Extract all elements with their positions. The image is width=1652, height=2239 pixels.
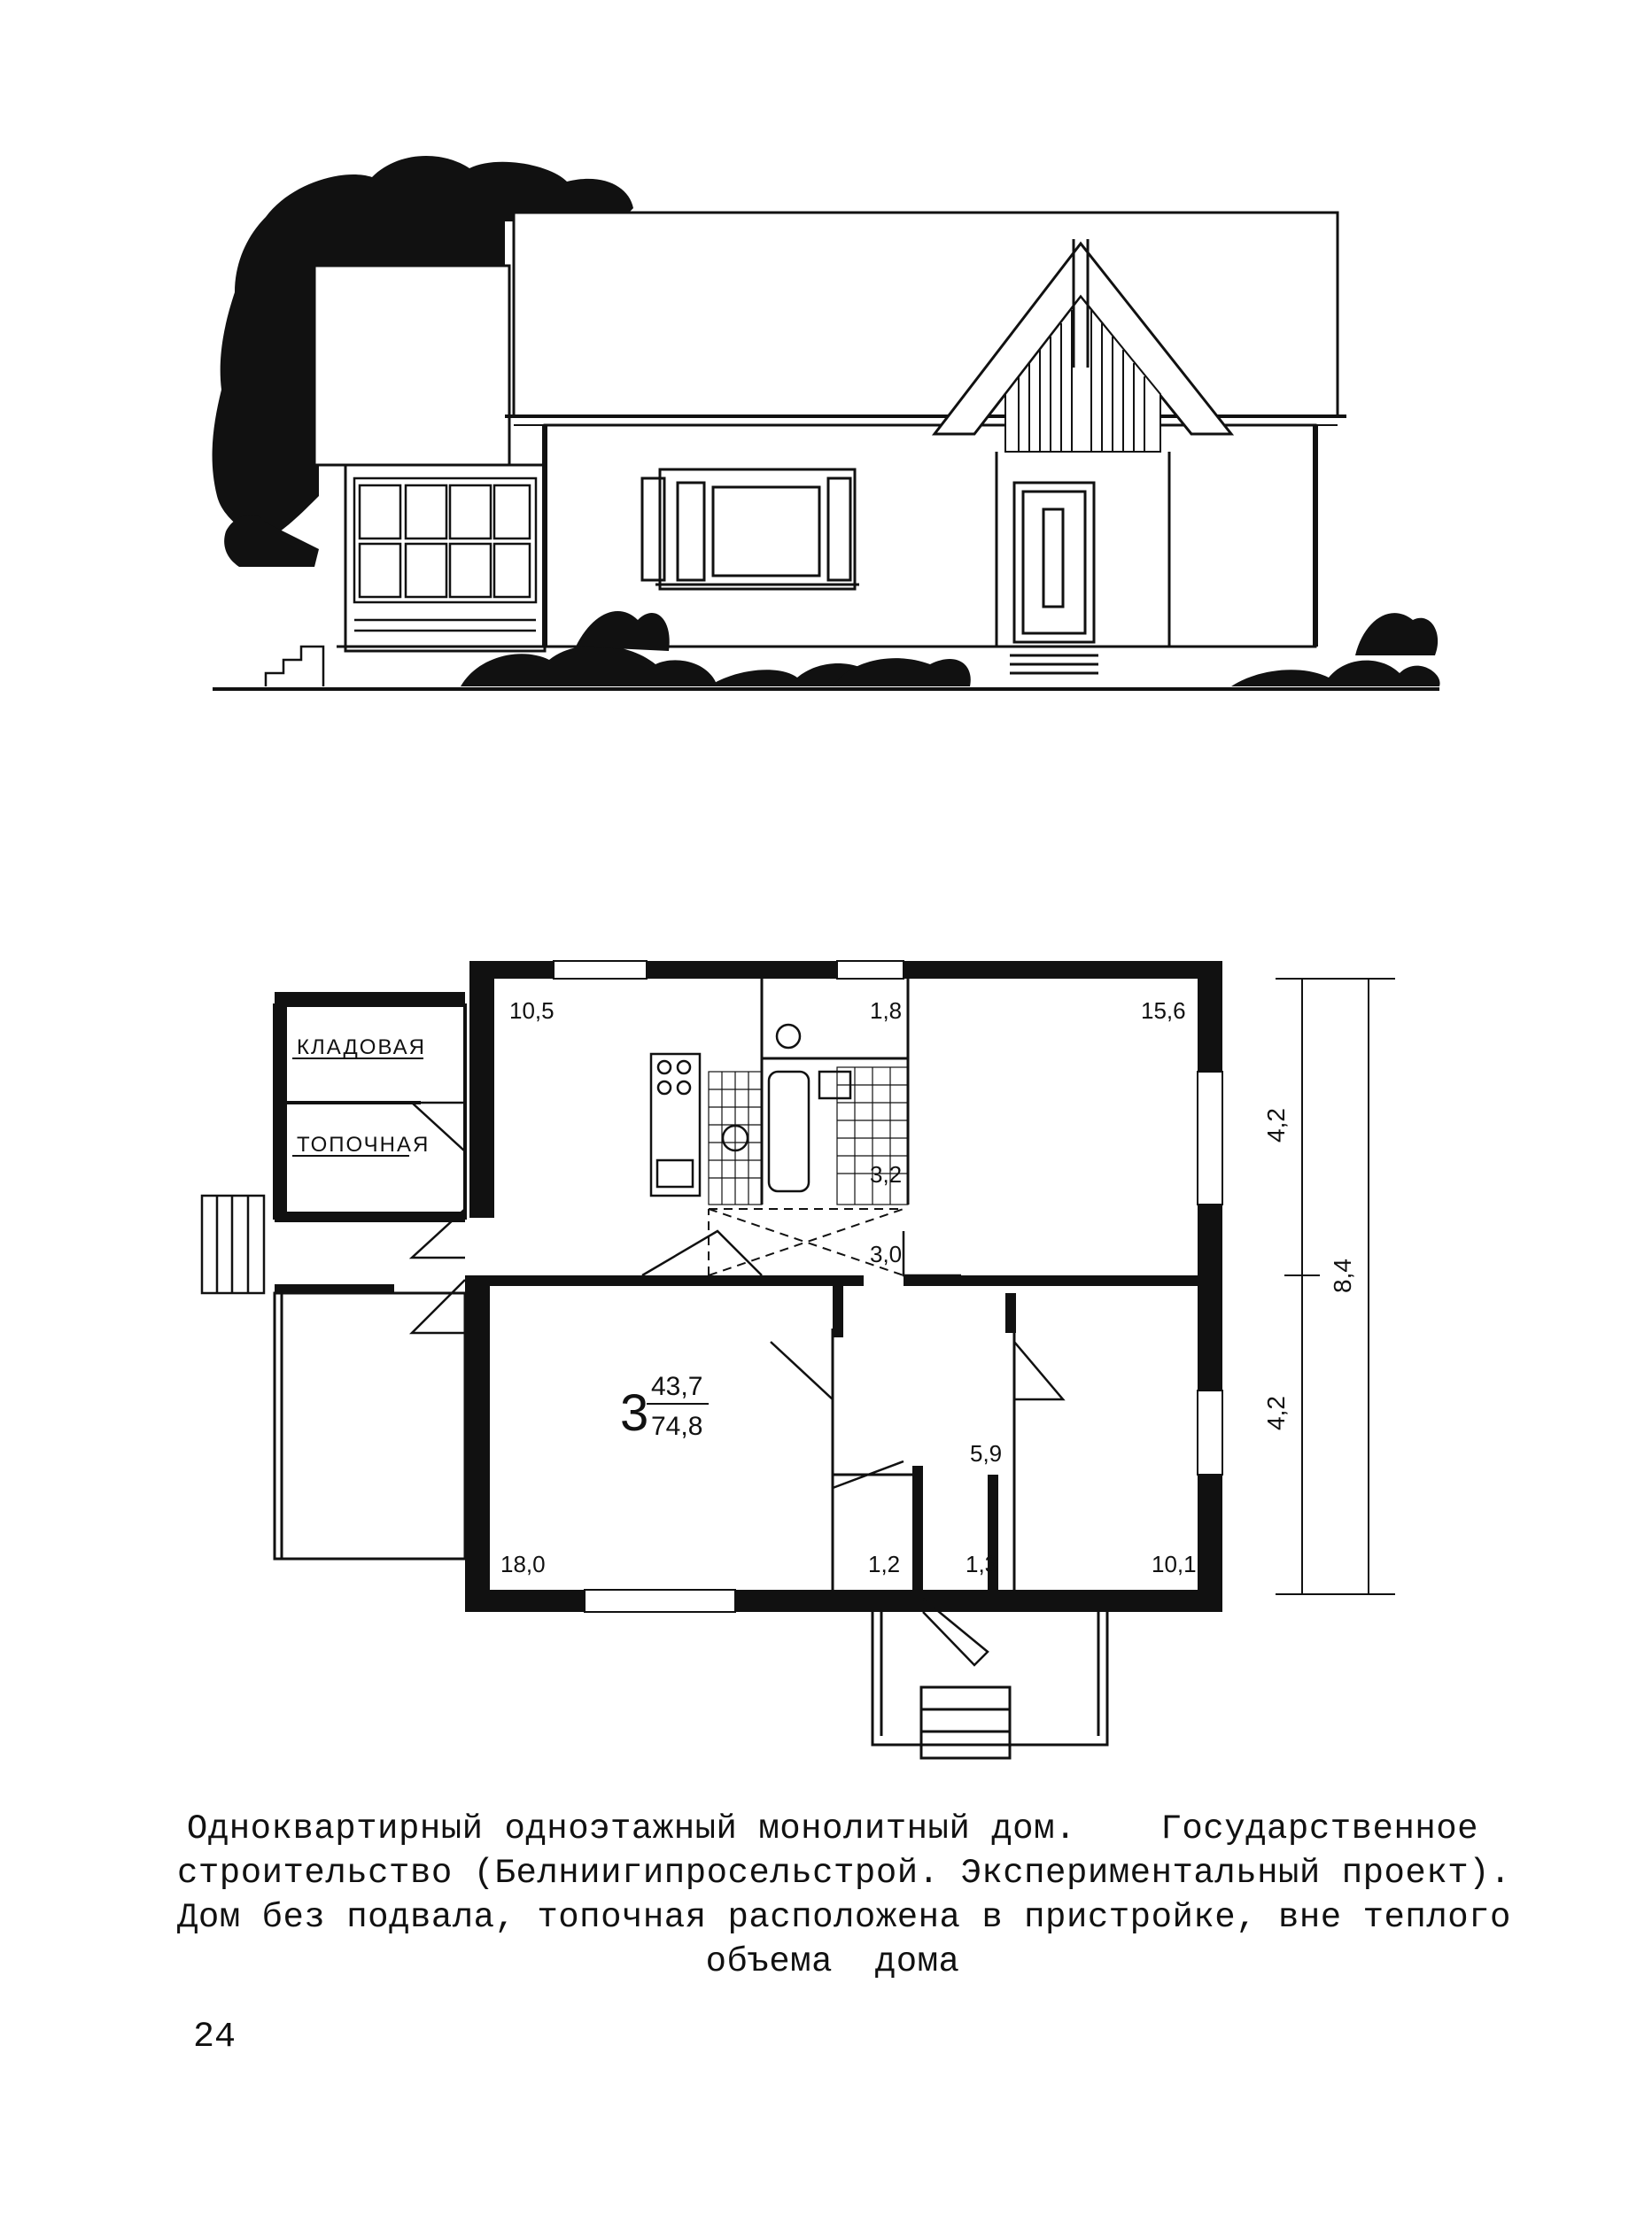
plumbing-fixtures: [723, 1025, 850, 1191]
area-bedroom-bottom-right: 10,1: [1152, 1551, 1197, 1577]
area-closet: 1,2: [868, 1551, 901, 1577]
caption-line-3: Дом без подвала, топочная расположена в пристройке, вне теплого: [177, 1898, 1511, 1937]
side-steps: [266, 647, 323, 686]
door-swings: [412, 1103, 1063, 1665]
area-vestibule: 1,3: [966, 1551, 998, 1577]
area-hall: 3,0: [870, 1241, 903, 1267]
dimension-upper: 4,2: [1262, 1108, 1290, 1143]
main-roof: [514, 213, 1338, 416]
side-entrance-steps: [202, 1196, 264, 1293]
area-kitchen: 10,5: [509, 997, 555, 1024]
room-count: 3: [620, 1384, 649, 1442]
area-bedroom-top-right: 15,6: [1141, 997, 1186, 1024]
dimension-lower: 4,2: [1262, 1396, 1290, 1430]
area-bath: 3,2: [870, 1161, 903, 1188]
boiler-room-label: ТОПОЧНАЯ: [297, 1133, 430, 1157]
house-elevation-drawing: [213, 156, 1440, 689]
veranda-wall: [345, 465, 545, 651]
page-number: 24: [193, 2018, 237, 2057]
kitchen-counter: [651, 1054, 700, 1196]
wing-roof: [314, 266, 509, 465]
caption-line-2: строительство (Белниигипросельстрой. Экспериментальный проект).: [177, 1854, 1511, 1893]
living-area: 43,7: [651, 1372, 703, 1401]
area-wc: 1,8: [870, 997, 903, 1024]
floor-plan-drawing: [202, 961, 1395, 1758]
dimension-total: 8,4: [1329, 1259, 1356, 1293]
area-corridor: 5,9: [970, 1440, 1003, 1467]
area-living-room: 18,0: [500, 1551, 546, 1577]
storage-label: КЛАДОВАЯ: [297, 1035, 427, 1059]
plan-labels: [292, 997, 1356, 1577]
caption-line-4: объема дома: [705, 1942, 960, 1981]
total-area: 74,8: [651, 1412, 703, 1441]
caption-line-1: Одноквартирный одноэтажный монолитный дом. Государственное: [186, 1809, 1479, 1848]
figure-caption: [177, 1807, 1511, 1984]
front-porch: [873, 1612, 1107, 1758]
